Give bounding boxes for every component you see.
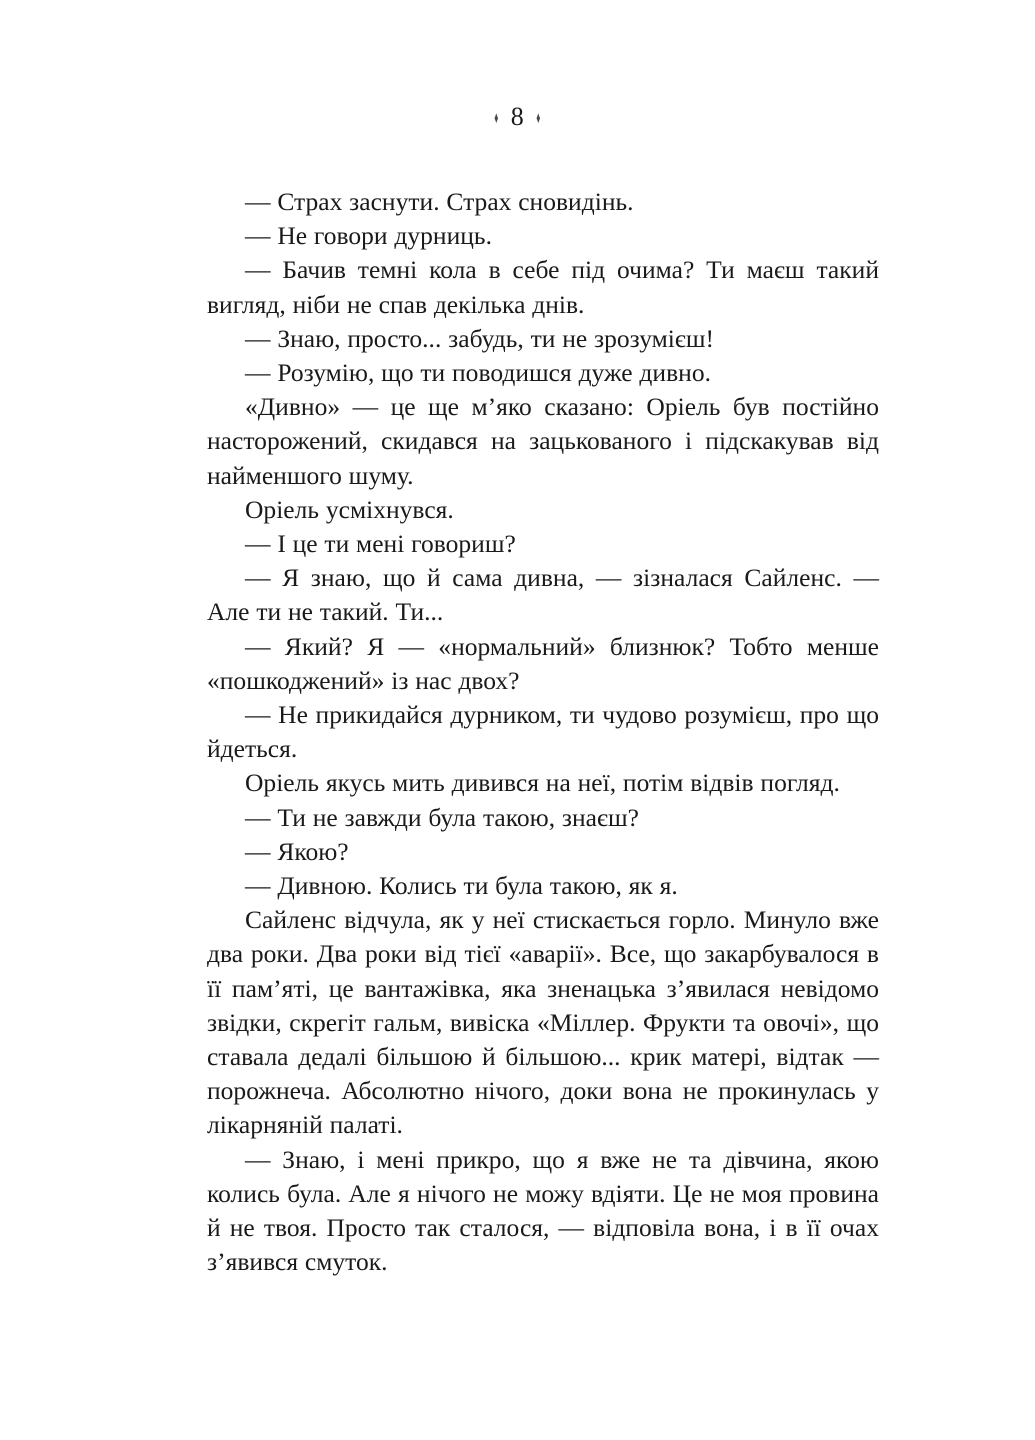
body-text-block (207, 185, 879, 1280)
body-paragraph: — Дивною. Колись ти була такою, як я. (245, 871, 678, 901)
diamond-ornament-left-icon: ♦ (494, 108, 499, 127)
running-head (0, 104, 1035, 130)
page-number: 8 (510, 102, 525, 131)
body-paragraph: Оріель якусь мить дивився на неї, потім відвів погляд. (245, 768, 840, 798)
body-paragraph: «Дивно» — це ще м’яко сказано: Оріель був постійно насторожений, скидався на зацькованого і підскакував від найменшого шуму. (207, 392, 879, 490)
body-paragraph: — Знаю, і мені прикро, що я вже не та дівчина, якою колись була. Але я нічого не можу вдіяти. Це не моя провина й не твоя. Просто так сталося, — відповіла вона, і в її очах з’явився смуток. (207, 1144, 879, 1277)
body-paragraph: Оріель усміхнувся. (245, 494, 454, 524)
body-paragraph: — І це ти мені говориш? (245, 529, 516, 559)
folio-group (493, 104, 542, 130)
body-paragraph: Сайленс відчула, як у неї стискається горло. Минуло вже два роки. Два роки від тієї «аварії». Все, що закарбувалося в її пам’яті, це вантажівка, яка зненацька з’явилася невідомо звідки, скрегіт гальм, вивіска «Міллер. Фрукти та овочі», що ставала дедалі більшою й більшою... крик матері, відтак — порожнеча. Абсолютно нічого, доки вона не прокинулась у лікарняній палаті. (207, 905, 879, 1140)
body-paragraph: — Ти не завжди була такою, знаєш? (245, 802, 639, 832)
body-paragraph: — Розумію, що ти поводишся дуже дивно. (245, 358, 711, 388)
body-paragraph: — Не прикидайся дурником, ти чудово розумієш, про що йдеться. (207, 700, 879, 764)
diamond-ornament-right-icon: ♦ (536, 108, 541, 127)
body-paragraph: — Страх заснути. Страх сновидінь. (245, 187, 634, 216)
body-paragraph: — Який? Я — «нормальний» близнюк? Тобто менше «пошкоджений» із нас двох? (207, 631, 879, 695)
body-paragraph: — Якою? (245, 836, 349, 866)
body-paragraph: — Не говори дурниць. (245, 221, 492, 251)
body-paragraph: — Бачив темні кола в себе під очима? Ти маєш такий вигляд, ніби не спав декілька днів. (207, 255, 879, 319)
body-paragraph: — Я знаю, що й сама дивна, — зізналася Сайленс. — Але ти не такий. Ти... (207, 563, 879, 627)
body-paragraph: — Знаю, просто... забудь, ти не зрозумієш! (245, 323, 715, 353)
